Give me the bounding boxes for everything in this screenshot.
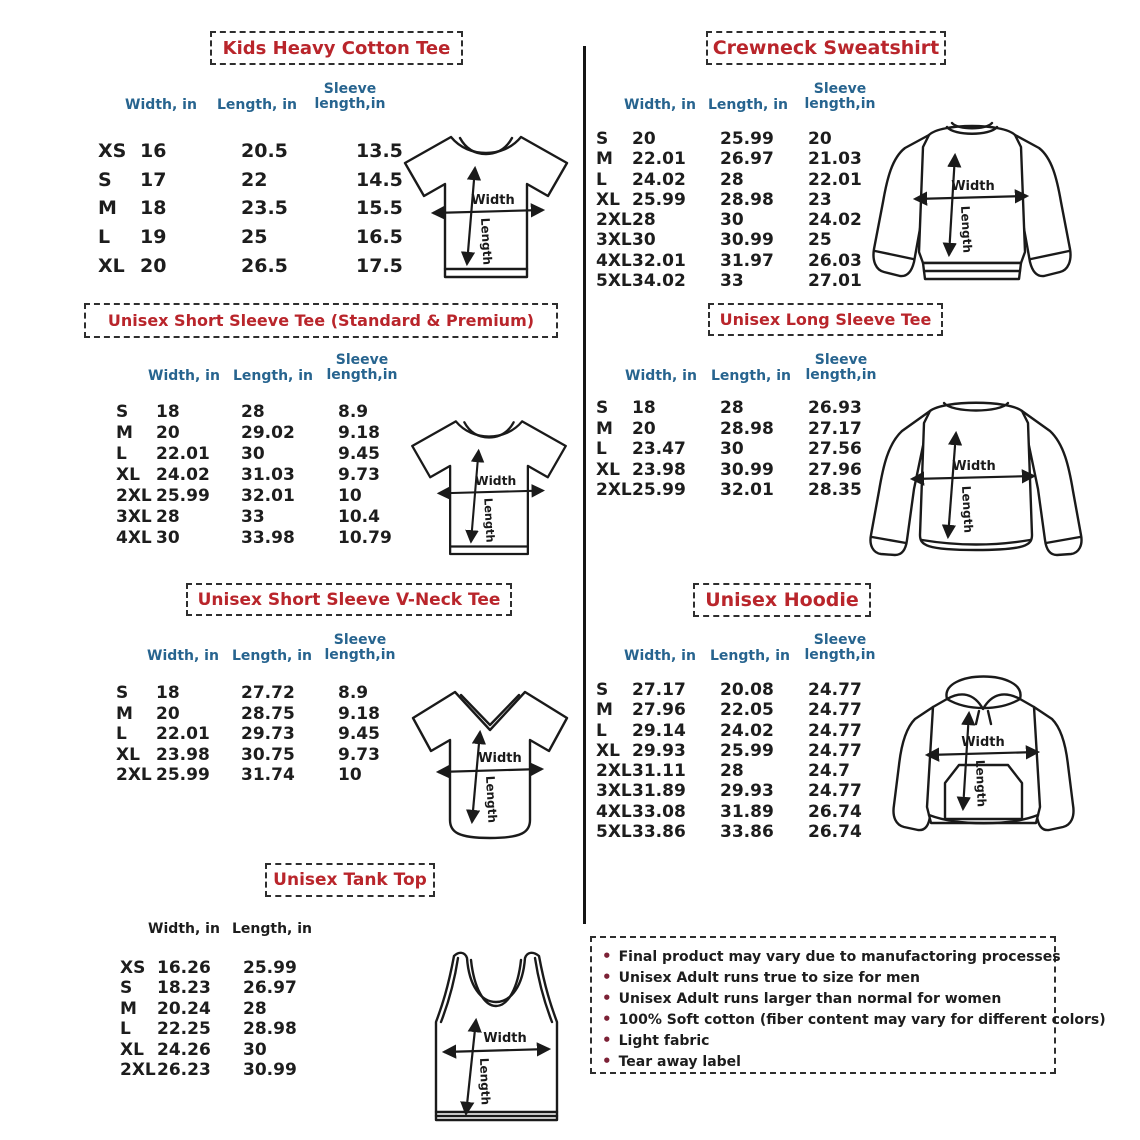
size-label: M: [116, 703, 133, 724]
width-value: 20: [632, 418, 656, 439]
width-value: 22.01: [632, 149, 686, 170]
sleeve-value: 22.01: [808, 169, 862, 190]
width-value: 26.23: [157, 1059, 211, 1080]
sleeve-value: 10.79: [338, 528, 392, 548]
width-value: 23.98: [156, 744, 210, 765]
hoodie-table: [596, 681, 888, 843]
width-value: 18: [156, 402, 180, 422]
sleeve-value: 24.77: [808, 720, 862, 741]
size-label: L: [596, 439, 607, 459]
sleeve-value: 28.35: [808, 480, 862, 500]
length-value: 29.93: [720, 781, 774, 802]
length-value: 28: [720, 398, 744, 418]
notes-box: [590, 936, 1106, 1074]
size-label: 2XL: [116, 486, 152, 506]
width-label: Width: [478, 751, 522, 766]
sleeve-value: 8.9: [338, 683, 369, 703]
length-value: 28: [720, 761, 744, 782]
size-label: 4XL: [596, 250, 632, 271]
tank-top-drawing: [413, 946, 580, 1128]
width-label: Width: [471, 193, 515, 208]
size-label: M: [120, 998, 137, 1019]
size-label: L: [120, 1019, 131, 1040]
sleeve-value: 26.74: [808, 801, 862, 822]
length-label: Length: [959, 485, 976, 534]
size-label: 2XL: [116, 765, 152, 785]
size-label: L: [116, 444, 127, 464]
size-label: 5XL: [596, 271, 632, 292]
sleeve-value: 26.74: [808, 822, 862, 843]
col-header-length: Length, in: [707, 97, 789, 113]
bullet-icon: •: [602, 1052, 612, 1070]
size-label: M: [596, 700, 613, 721]
width-label: Width: [483, 1031, 527, 1046]
size-label: S: [116, 683, 129, 703]
col-header-length: Length, in: [710, 368, 792, 384]
kids-tee-title: Kids Heavy Cotton Tee: [210, 31, 463, 65]
width-value: 27.96: [632, 700, 686, 721]
width-value: 30: [156, 528, 180, 548]
size-label: 4XL: [116, 528, 152, 548]
sleeve-value: 14.5: [356, 168, 403, 191]
size-label: 2XL: [120, 1059, 156, 1080]
col-header-sleeve: Sleeve length,in: [804, 632, 876, 663]
size-label: L: [116, 724, 127, 744]
length-value: 30: [241, 444, 265, 464]
sleeve-value: 9.45: [338, 444, 380, 464]
sleeve-value: 16.5: [356, 226, 403, 249]
col-header-length: Length, in: [709, 648, 791, 664]
std-tee-table: [116, 403, 414, 550]
sleeve-value: 21.03: [808, 149, 862, 170]
sleeve-value: 9.45: [338, 724, 380, 744]
sleeve-value: 9.18: [338, 423, 380, 443]
length-value: 30: [720, 210, 744, 231]
length-value: 25.99: [720, 740, 774, 761]
size-label: M: [116, 423, 133, 443]
col-header-width: Width, in: [125, 97, 197, 113]
std-tee-title: Unisex Short Sleeve Tee (Standard & Premium): [84, 303, 558, 338]
bullet-icon: •: [602, 947, 612, 965]
tshirt-drawing: [390, 110, 582, 292]
length-value: 26.97: [243, 978, 297, 999]
note-item: [602, 1051, 1044, 1072]
width-value: 28: [156, 507, 180, 527]
sleeve-value: 24.02: [808, 210, 862, 231]
note-text: Final product may vary due to manufactoring processes: [618, 949, 1061, 965]
sleeve-value: 27.96: [808, 459, 862, 480]
width-value: 24.02: [632, 169, 686, 190]
crewneck-title: Crewneck Sweatshirt: [706, 31, 946, 65]
crewneck-table: [596, 130, 888, 292]
size-label: S: [120, 978, 133, 999]
width-value: 19: [140, 226, 167, 249]
width-value: 25.99: [156, 765, 210, 785]
length-label: Length: [477, 1057, 493, 1106]
sleeve-value: 24.77: [808, 781, 862, 802]
col-header-sleeve: Sleeve length,in: [324, 632, 396, 663]
bullet-icon: •: [602, 989, 612, 1007]
length-label: Length: [483, 775, 500, 824]
length-value: 28.98: [720, 189, 774, 210]
length-value: 33: [720, 271, 744, 292]
length-value: 22.05: [720, 700, 774, 721]
note-text: Tear away label: [618, 1054, 741, 1070]
length-value: 26.97: [720, 149, 774, 170]
width-label: Width: [952, 459, 996, 474]
length-value: 20.08: [720, 680, 774, 700]
width-value: 20: [156, 703, 180, 724]
width-value: 17: [140, 168, 167, 191]
length-label: Length: [481, 497, 498, 543]
bullet-icon: •: [602, 968, 612, 986]
sleeve-value: 13.5: [356, 140, 403, 162]
v-neck-tee-drawing: [400, 670, 580, 850]
length-label: Length: [958, 205, 975, 254]
width-value: 20: [156, 423, 180, 443]
size-label: 2XL: [596, 761, 632, 782]
width-value: 25.99: [156, 486, 210, 506]
length-value: 30.99: [720, 459, 774, 480]
col-header-width: Width, in: [148, 921, 220, 937]
col-header-length: Length, in: [216, 97, 298, 113]
size-label: XL: [596, 189, 620, 210]
size-label: S: [98, 168, 112, 191]
length-value: 24.02: [720, 720, 774, 741]
col-header-length: Length, in: [231, 648, 313, 664]
width-value: 33.08: [632, 801, 686, 822]
col-header-width: Width, in: [148, 368, 220, 384]
length-value: 25: [241, 226, 268, 249]
size-label: 3XL: [596, 781, 632, 802]
sleeve-value: 15.5: [356, 197, 403, 220]
size-label: XL: [98, 254, 125, 277]
length-value: 33.98: [241, 528, 295, 548]
sleeve-value: 24.77: [808, 740, 862, 761]
length-value: 28.98: [720, 418, 774, 439]
tank-title: Unisex Tank Top: [265, 863, 435, 897]
long-sleeve-table: [596, 399, 888, 502]
length-value: 25.99: [243, 958, 297, 978]
length-value: 28: [241, 402, 265, 422]
length-label: Length: [478, 217, 495, 266]
sleeve-value: 9.73: [338, 744, 380, 765]
length-label: Length: [973, 759, 989, 808]
width-value: 18.23: [157, 978, 211, 999]
width-value: 20: [632, 129, 656, 149]
size-label: XL: [120, 1039, 144, 1060]
size-label: S: [596, 680, 609, 700]
size-label: XL: [116, 744, 140, 765]
length-value: 29.73: [241, 724, 295, 744]
vneck-title: Unisex Short Sleeve V-Neck Tee: [186, 583, 512, 616]
note-text: Light fabric: [618, 1033, 710, 1049]
width-value: 23.47: [632, 439, 686, 459]
width-value: 22.25: [157, 1019, 211, 1040]
note-text: Unisex Adult runs true to size for men: [618, 970, 920, 986]
sleeve-value: 27.17: [808, 418, 862, 439]
width-value: 22.01: [156, 724, 210, 744]
size-label: S: [596, 398, 609, 418]
note-text: 100% Soft cotton (fiber content may vary for different colors): [618, 1012, 1106, 1028]
sleeve-value: 26.93: [808, 398, 862, 418]
width-value: 28: [632, 210, 656, 231]
sleeve-value: 9.18: [338, 703, 380, 724]
sleeve-value: 10.4: [338, 507, 380, 527]
size-label: 2XL: [596, 480, 632, 500]
size-label: 5XL: [596, 822, 632, 843]
column-divider: [583, 46, 586, 924]
length-value: 22: [241, 168, 268, 191]
kids-tee-table: [98, 141, 440, 284]
width-label: Width: [474, 473, 517, 488]
width-value: 20.24: [157, 998, 211, 1019]
note-item: [602, 1030, 1044, 1051]
vneck-table: [116, 684, 414, 787]
width-value: 16.26: [157, 958, 211, 978]
sleeve-value: 27.56: [808, 439, 862, 459]
size-label: XL: [116, 465, 140, 485]
sleeve-value: 9.73: [338, 465, 380, 485]
length-value: 30: [720, 439, 744, 459]
width-value: 32.01: [632, 250, 686, 271]
length-value: 28.98: [243, 1019, 297, 1040]
sleeve-value: 8.9: [338, 402, 369, 422]
length-value: 31.97: [720, 250, 774, 271]
sleeve-value: 26.03: [808, 250, 862, 271]
width-value: 30: [632, 230, 656, 251]
length-value: 30.99: [243, 1059, 297, 1080]
size-label: M: [596, 149, 613, 170]
bullet-icon: •: [602, 1010, 612, 1028]
sleeve-value: 27.01: [808, 271, 862, 292]
col-header-width: Width, in: [147, 648, 219, 664]
length-value: 32.01: [241, 486, 295, 506]
width-value: 27.17: [632, 680, 686, 700]
size-label: XS: [120, 958, 146, 978]
bullet-icon: •: [602, 1031, 612, 1049]
sleeve-value: 23: [808, 189, 832, 210]
width-value: 22.01: [156, 444, 210, 464]
col-header-length: Length, in: [232, 368, 314, 384]
width-value: 18: [156, 683, 180, 703]
col-header-length: Length, in: [231, 921, 313, 937]
length-value: 20.5: [241, 140, 288, 162]
long-sleeve-title: Unisex Long Sleeve Tee: [708, 303, 943, 336]
size-label: 3XL: [116, 507, 152, 527]
length-value: 29.02: [241, 423, 295, 443]
length-value: 32.01: [720, 480, 774, 500]
size-label: 2XL: [596, 210, 632, 231]
col-header-sleeve: Sleeve length,in: [314, 81, 386, 112]
length-value: 27.72: [241, 683, 295, 703]
note-item: [602, 967, 1044, 988]
size-label: S: [596, 129, 609, 149]
width-value: 20: [140, 254, 167, 277]
width-value: 34.02: [632, 271, 686, 292]
size-label: XL: [596, 740, 620, 761]
sleeve-value: 20: [808, 129, 832, 149]
size-label: S: [116, 402, 129, 422]
width-value: 25.99: [632, 189, 686, 210]
sleeve-value: 10: [338, 765, 362, 785]
size-label: XL: [596, 459, 620, 480]
size-label: L: [596, 720, 607, 741]
width-value: 29.93: [632, 740, 686, 761]
length-value: 30: [243, 1039, 267, 1060]
col-header-width: Width, in: [624, 648, 696, 664]
length-value: 30.75: [241, 744, 295, 765]
length-value: 31.74: [241, 765, 295, 785]
size-label: 4XL: [596, 801, 632, 822]
length-value: 31.89: [720, 801, 774, 822]
length-value: 26.5: [241, 254, 288, 277]
size-label: M: [596, 418, 613, 439]
size-label: L: [98, 226, 111, 249]
length-value: 28: [243, 998, 267, 1019]
note-item: [602, 1009, 1106, 1030]
size-label: 3XL: [596, 230, 632, 251]
sleeve-value: 24.77: [808, 700, 862, 721]
tshirt-drawing: [398, 394, 580, 570]
length-value: 33.86: [720, 822, 774, 843]
hoodie-title: Unisex Hoodie: [693, 583, 871, 617]
width-value: 23.98: [632, 459, 686, 480]
col-header-width: Width, in: [624, 97, 696, 113]
sleeve-value: 24.77: [808, 680, 862, 700]
width-label: Width: [951, 179, 995, 194]
length-value: 23.5: [241, 197, 288, 220]
width-value: 24.26: [157, 1039, 211, 1060]
size-label: L: [596, 169, 607, 190]
tank-table: [120, 959, 340, 1081]
col-header-width: Width, in: [625, 368, 697, 384]
width-value: 25.99: [632, 480, 686, 500]
size-label: M: [98, 197, 117, 220]
col-header-sleeve: Sleeve length,in: [805, 352, 877, 383]
sleeve-value: 17.5: [356, 254, 403, 277]
sleeve-value: 10: [338, 486, 362, 506]
hoodie-drawing: [880, 656, 1087, 858]
length-value: 31.03: [241, 465, 295, 485]
col-header-sleeve: Sleeve length,in: [804, 81, 876, 112]
length-value: 33: [241, 507, 265, 527]
sleeve-value: 25: [808, 230, 832, 251]
length-value: 30.99: [720, 230, 774, 251]
length-value: 28.75: [241, 703, 295, 724]
sleeve-value: 24.7: [808, 761, 850, 782]
note-item: [602, 946, 1061, 967]
long-sleeve-tee-drawing: [864, 386, 1088, 574]
width-value: 33.86: [632, 822, 686, 843]
length-value: 25.99: [720, 129, 774, 149]
width-value: 31.11: [632, 761, 686, 782]
width-value: 18: [632, 398, 656, 418]
sweatshirt-drawing: [866, 106, 1078, 302]
note-item: [602, 988, 1044, 1009]
col-header-sleeve: Sleeve length,in: [326, 352, 398, 383]
width-label: Width: [961, 735, 1005, 750]
width-value: 18: [140, 197, 167, 220]
size-label: XS: [98, 140, 127, 162]
width-value: 16: [140, 140, 167, 162]
length-value: 28: [720, 169, 744, 190]
width-value: 31.89: [632, 781, 686, 802]
note-text: Unisex Adult runs larger than normal for women: [618, 991, 1002, 1007]
width-value: 24.02: [156, 465, 210, 485]
width-value: 29.14: [632, 720, 686, 741]
